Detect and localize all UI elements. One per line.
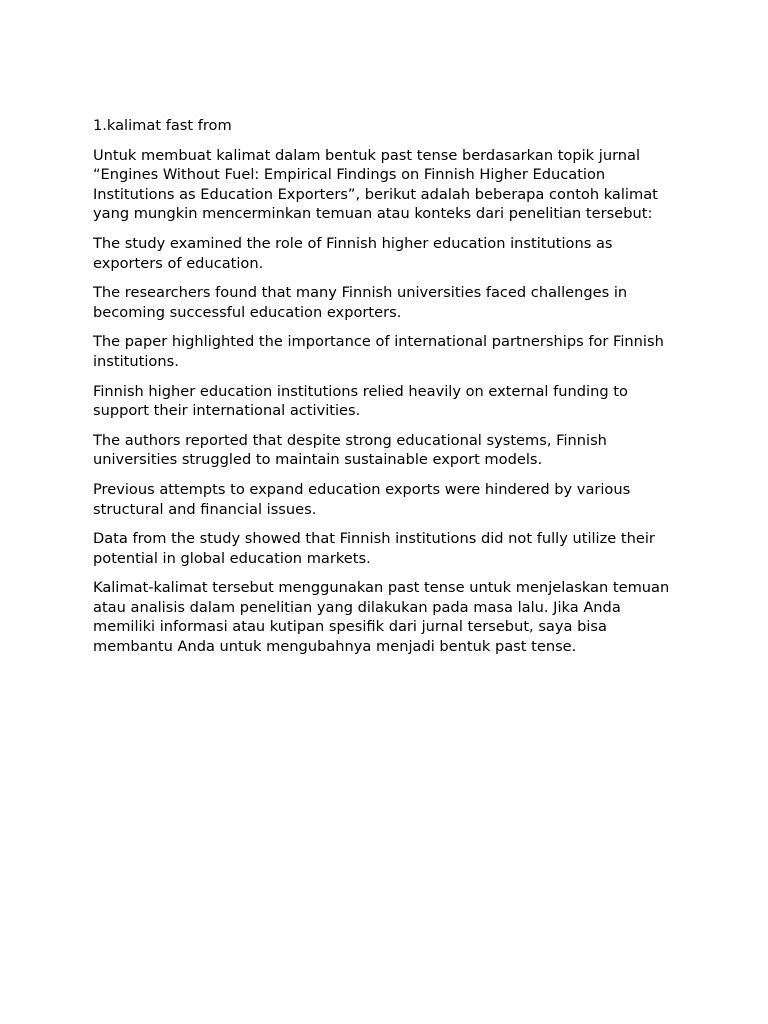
document-heading: 1.kalimat fast from: [93, 117, 232, 134]
conclusion-paragraph: Kalimat-kalimat tersebut menggunakan past tense untuk menjelaskan temuan atau analisis dalam penelitian yang dilakukan pada masa lalu. Jika Anda memiliki informasi atau kutipan spesifik dari jurnal tersebut, saya bisa membantu Anda untuk mengubahnya menjadi bentuk past tense.: [93, 579, 670, 656]
document-page: [93, 116, 683, 667]
example-sentence-4: Finnish higher education institutions relied heavily on external funding to support their international activities.: [93, 382, 628, 420]
example-sentence-3: The paper highlighted the importance of international partnerships for Finnish institutions.: [93, 333, 664, 370]
example-sentence-5: The authors reported that despite strong educational systems, Finnish universities struggled to maintain sustainable export models.: [93, 431, 607, 469]
intro-paragraph: Untuk membuat kalimat dalam bentuk past tense berdasarkan topik jurnal “Engines Without Fuel: Empirical Findings on Finnish Higher Education Institutions as Education Exporters”, berikut adalah beberapa contoh kalimat yang mungkin mencerminkan temuan atau konteks dari penelitian tersebut:: [93, 146, 658, 223]
example-sentence-1: The study examined the role of Finnish higher education institutions as exporters of education.: [93, 234, 613, 272]
example-sentence-7: Data from the study showed that Finnish institutions did not fully utilize their potential in global education markets.: [93, 530, 655, 567]
example-sentence-2: The researchers found that many Finnish universities faced challenges in becoming successful education exporters.: [93, 284, 628, 321]
example-sentence-6: Previous attempts to expand education exports were hindered by various structural and financial issues.: [93, 480, 631, 518]
